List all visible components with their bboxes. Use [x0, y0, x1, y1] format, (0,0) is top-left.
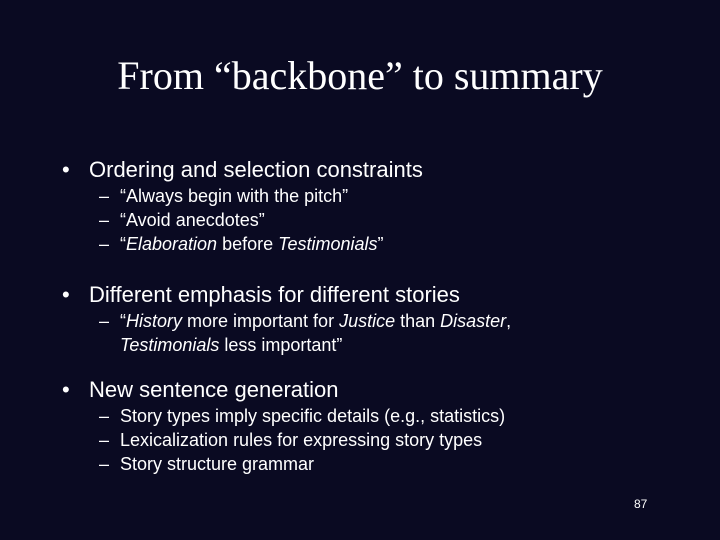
sub-list	[99, 404, 679, 476]
sub-bullet-text: Lexicalization rules for expressing story types	[120, 430, 483, 450]
sub-bullet-text: “Avoid anecdotes”	[120, 210, 265, 230]
sub-bullet-text: Story structure grammar	[120, 454, 315, 474]
sub-bullet-text: “Elaboration before Testimonials”	[120, 234, 384, 254]
sub-bullet-text: Story types imply specific details (e.g., statistics)	[120, 406, 506, 426]
sub-bullet-text: “Always begin with the pitch”	[120, 186, 349, 206]
sub-list	[99, 309, 599, 357]
sub-list	[99, 184, 679, 256]
sub-bullet-item	[99, 208, 679, 232]
dash-icon: –	[99, 430, 110, 450]
dash-icon: –	[99, 186, 110, 206]
dash-icon: –	[99, 311, 110, 331]
bullet-icon: •	[62, 282, 70, 307]
dash-icon: –	[99, 234, 110, 254]
page-number: 87	[634, 497, 648, 511]
dash-icon: –	[99, 406, 110, 426]
sub-bullet-item	[99, 452, 679, 476]
dash-icon: –	[99, 210, 110, 230]
dash-icon: –	[99, 454, 110, 474]
bullet-text: New sentence generation	[89, 377, 339, 402]
sub-bullet-text: “History more important for Justice than Disaster, Testimonials less important”	[120, 311, 512, 355]
sub-bullet-item	[99, 309, 599, 357]
bullet-text: Different emphasis for different stories	[89, 282, 460, 307]
sub-bullet-item	[99, 232, 679, 256]
sub-bullet-item	[99, 404, 679, 428]
bullet-icon: •	[62, 377, 70, 402]
bullet-icon: •	[62, 157, 70, 182]
sub-bullet-item	[99, 184, 679, 208]
sub-bullet-item	[99, 428, 679, 452]
bullet-text: Ordering and selection constraints	[89, 157, 423, 182]
slide-title: From “backbone” to summary	[117, 53, 603, 98]
